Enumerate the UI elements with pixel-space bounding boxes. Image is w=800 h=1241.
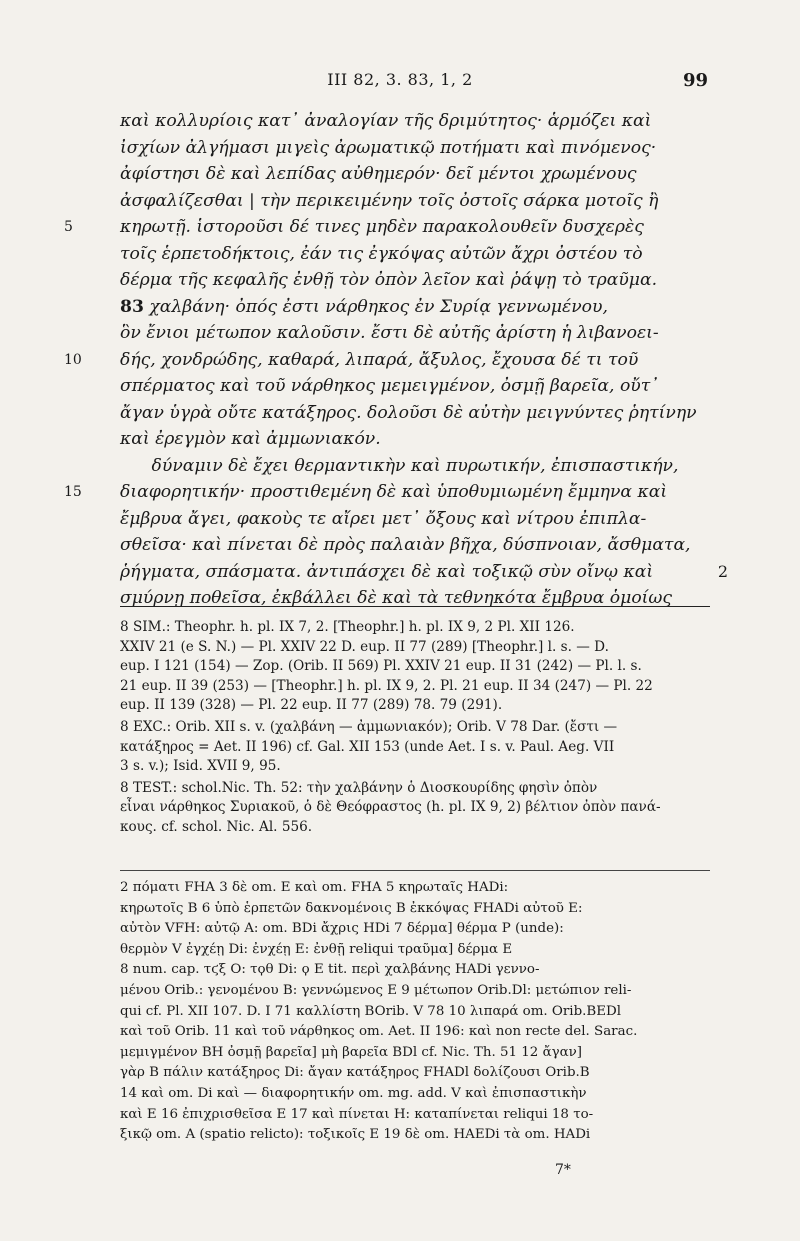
text-line (120, 135, 710, 162)
source-line: εἶναι νάρθηκος Συριακοῦ, ὁ δὲ Θεόφραστος (h. pl. IX 9, 2) βέλτιον ὀπὸν πανά- (120, 799, 661, 816)
text-line (120, 506, 710, 533)
text-line (120, 267, 710, 294)
line-text: ἄγαν ὑγρὰ οὔτε κατάξηρος. δολοῦσι δὲ αὐτὴν μειγνύντες ῥητίνην (120, 402, 697, 423)
line-text: ὃν ἔνιοι μέτωπον καλοῦσιν. ἔστι δὲ αὐτῆς ἀρίστη ἡ λιβανοει- (120, 323, 659, 343)
apparatus-line: 8 num. cap. τϛξ O: τϙθ Di: ϙ E tit. περὶ χαλβάνης HADi γεννο- (120, 962, 540, 978)
source-line: κατάξηρος = Aet. II 196) cf. Gal. XII 153 (unde Aet. I s. v. Paul. Aeg. VII (120, 738, 615, 755)
text-line (120, 241, 710, 268)
apparatus-line: γὰρ B πάλιν κατάξηρος Di: ἄγαν κατάξηρος FHADl δολίζουσι Orib.B (120, 1065, 590, 1081)
line-number: 5 (64, 219, 73, 235)
line-number: 15 (64, 484, 82, 500)
line-text: δέρμα τῆς κεφαλῆς ἐνθῇ τὸν ὀπὸν λεῖον καὶ ῥάψῃ τὸ τραῦμα. (120, 270, 658, 290)
source-line: 21 eup. II 39 (253) — [Theophr.] h. pl. IX 9, 2. Pl. 21 eup. II 34 (247) — Pl. 22 (120, 677, 653, 694)
line-text: διαφορητικήν· προστιθεμένη δὲ καὶ ὑποθυμιωμένη ἔμμηνα καὶ (120, 482, 668, 502)
text-line (120, 188, 710, 215)
section-number: 83 (120, 296, 144, 317)
source-block (120, 779, 710, 838)
page-number: 99 (682, 70, 708, 91)
main-text (64, 108, 728, 612)
text-line (120, 532, 710, 559)
text-line (120, 294, 710, 321)
line-text: χαλβάνη· ὀπός ἐστι νάρθηκος ἐν Συρίᾳ γεννωμένου, (143, 296, 608, 317)
text-line (120, 426, 710, 453)
text-line (64, 214, 710, 241)
apparatus-line: θερμὸν V ἐγχέῃ Di: ἐνχέῃ E: ἐνθῇ reliqui τραῦμα] δέρμα E (120, 941, 513, 957)
line-text: ἀσφαλίζεσθαι | τὴν περικειμένην τοῖς ὀστοῖς σάρκα μοτοῖς ἢ (120, 190, 659, 211)
critical-apparatus (120, 878, 710, 1146)
line-text: σθεῖσα· καὶ πίνεται δὲ πρὸς παλαιὰν βῆχα, δύσπνοιαν, ἄσθματα, (120, 535, 691, 555)
text-line (64, 347, 710, 374)
running-head-reference: III 82, 3. 83, 1, 2 (327, 70, 473, 89)
source-line: XXIV 21 (e S. N.) — Pl. XXIV 22 D. eup. II 77 (289) [Theophr.] l. s. — D. (120, 638, 609, 655)
line-text: σμύρνῃ ποθεῖσα, ἐκβάλλει δὲ καὶ τὰ τεθνηκότα ἔμβρυα ὁμοίως (120, 588, 673, 608)
apparatus-line: qui cf. Pl. XII 107. D. I 71 καλλίστη BOrib. V 78 10 λιπαρά om. Orib.BEDl (120, 1003, 622, 1019)
apparatus-line: αὐτὸν VFH: αὐτῷ A: om. BDi ἄχρις HDi 7 δέρμα] θέρμα P (unde): (120, 921, 564, 937)
apparatus-line: καὶ τοῦ Orib. 11 καὶ τοῦ νάρθηκος om. Aet. II 196: καὶ non recte del. Sarac. (120, 1024, 638, 1040)
apparatus-line: καὶ E 16 ἐπιχρισθεῖσα E 17 καὶ πίνεται H: καταπίνεται reliqui 18 το- (120, 1106, 594, 1122)
text-line (120, 161, 710, 188)
text-line (120, 373, 710, 400)
apparatus-line: 14 καὶ om. Di καὶ — διαφορητικήν om. mg. add. V καὶ ἐπισπαστικὴν (120, 1085, 587, 1101)
apparatus-line: ξικῷ om. A (spatio relicto): τοξικοῖς E 19 δὲ om. HAEDi τὰ om. HADi (120, 1127, 591, 1143)
source-line: 8 SIM.: Theophr. h. pl. IX 7, 2. [Theophr.] h. pl. IX 9, 2 Pl. XII 126. (120, 619, 575, 635)
line-text: τοῖς ἑρπετοδήκτοις, ἐάν τις ἐγκόψας αὐτῶν ἄχρι ὀστέου τὸ (120, 243, 643, 264)
main-text-divider (120, 606, 710, 607)
apparatus-line: 2 πόματι FHA 3 δὲ om. E καὶ om. FHA 5 κηρωταῖς HADi: (120, 880, 509, 895)
source-block (120, 718, 710, 777)
apparatus-line: μένου Orib.: γενομένου B: γεννώμενος E 9 μέτωπον Orib.Dl: μετώπιον reli- (120, 982, 632, 998)
line-number: 10 (64, 351, 82, 368)
apparatus-line: κηρωτοῖς B 6 ὑπὸ ἑρπετῶν δακνομένοις B ἐκκόψας FHADi αὐτοῦ E: (120, 900, 583, 916)
text-line (120, 108, 710, 135)
source-line: 8 TEST.: schol.Nic. Th. 52: τὴν χαλβάνην ὁ Διοσκουρίδης φησὶν ὀπὸν (120, 779, 598, 796)
line-text: σπέρματος καὶ τοῦ νάρθηκος μεμειγμένον, ὀσμῇ βαρεῖα, οὔτ᾿ (120, 376, 659, 396)
source-line: 8 EXC.: Orib. XII s. v. (χαλβάνη — ἀμμωνιακόν); Orib. V 78 Dar. (ἔστι — (120, 718, 618, 735)
text-line (64, 479, 710, 506)
sources-apparatus (120, 618, 710, 840)
signature-mark: 7* (555, 1162, 571, 1178)
line-text: ἰσχίων ἀλγήμασι μιγεὶς ἀρωματικῷ ποτήματι καὶ πινόμενος· (120, 137, 657, 158)
running-head (0, 70, 800, 94)
source-line: 3 s. v.); Isid. XVII 9, 95. (120, 758, 281, 775)
text-line (120, 400, 710, 427)
apparatus-divider (120, 870, 710, 871)
source-line: eup. I 121 (154) — Zop. (Orib. II 569) Pl. XXIV 21 eup. II 31 (242) — Pl. l. s. (120, 658, 642, 675)
line-text: κηρωτῇ. ἱστοροῦσι δέ τινες μηδὲν παρακολουθεῖν δυσχερὲς (120, 217, 644, 237)
line-text: ἀφίστησι δὲ καὶ λεπίδας αὐθημερόν· δεῖ μέντοι χρωμένους (120, 164, 637, 184)
text-line (120, 585, 710, 612)
line-text: δής, χονδρώδης, καθαρά, λιπαρά, ἄξυλος, ἔχουσα δέ τι τοῦ (120, 349, 639, 370)
line-text: δύναμιν δὲ ἔχει θερμαντικὴν καὶ πυρωτικήν, ἐπισπαστικήν, (151, 455, 679, 476)
text-line (120, 320, 710, 347)
line-text: ῥήγματα, σπάσματα. ἀντιπάσχει δὲ καὶ τοξικῷ σὺν οἴνῳ καὶ (120, 561, 654, 582)
line-text: ἔμβρυα ἄγει, φακοὺς τε αἴρει μετ᾿ ὄξους καὶ νίτρου ἐπιπλα- (120, 508, 647, 529)
source-block (120, 618, 710, 716)
source-line: eup. II 139 (328) — Pl. 22 eup. II 77 (289) 78. 79 (291). (120, 697, 503, 714)
text-line (120, 453, 710, 480)
apparatus-line: μεμιγμένον BH ὀσμῇ βαρεῖα] μὴ βαρεῖα BDl cf. Nic. Th. 51 12 ἄγαν] (120, 1044, 583, 1060)
margin-number: 2 (717, 561, 728, 581)
source-line: κους. cf. schol. Nic. Al. 556. (120, 818, 313, 835)
text-line (120, 559, 728, 586)
line-text: καὶ ἐρεγμὸν καὶ ἀμμωνιακόν. (120, 429, 381, 449)
line-text: καὶ κολλυρίοις κατ᾿ ἀναλογίαν τῆς δριμύτητος· ἁρμόζει καὶ (120, 111, 652, 131)
